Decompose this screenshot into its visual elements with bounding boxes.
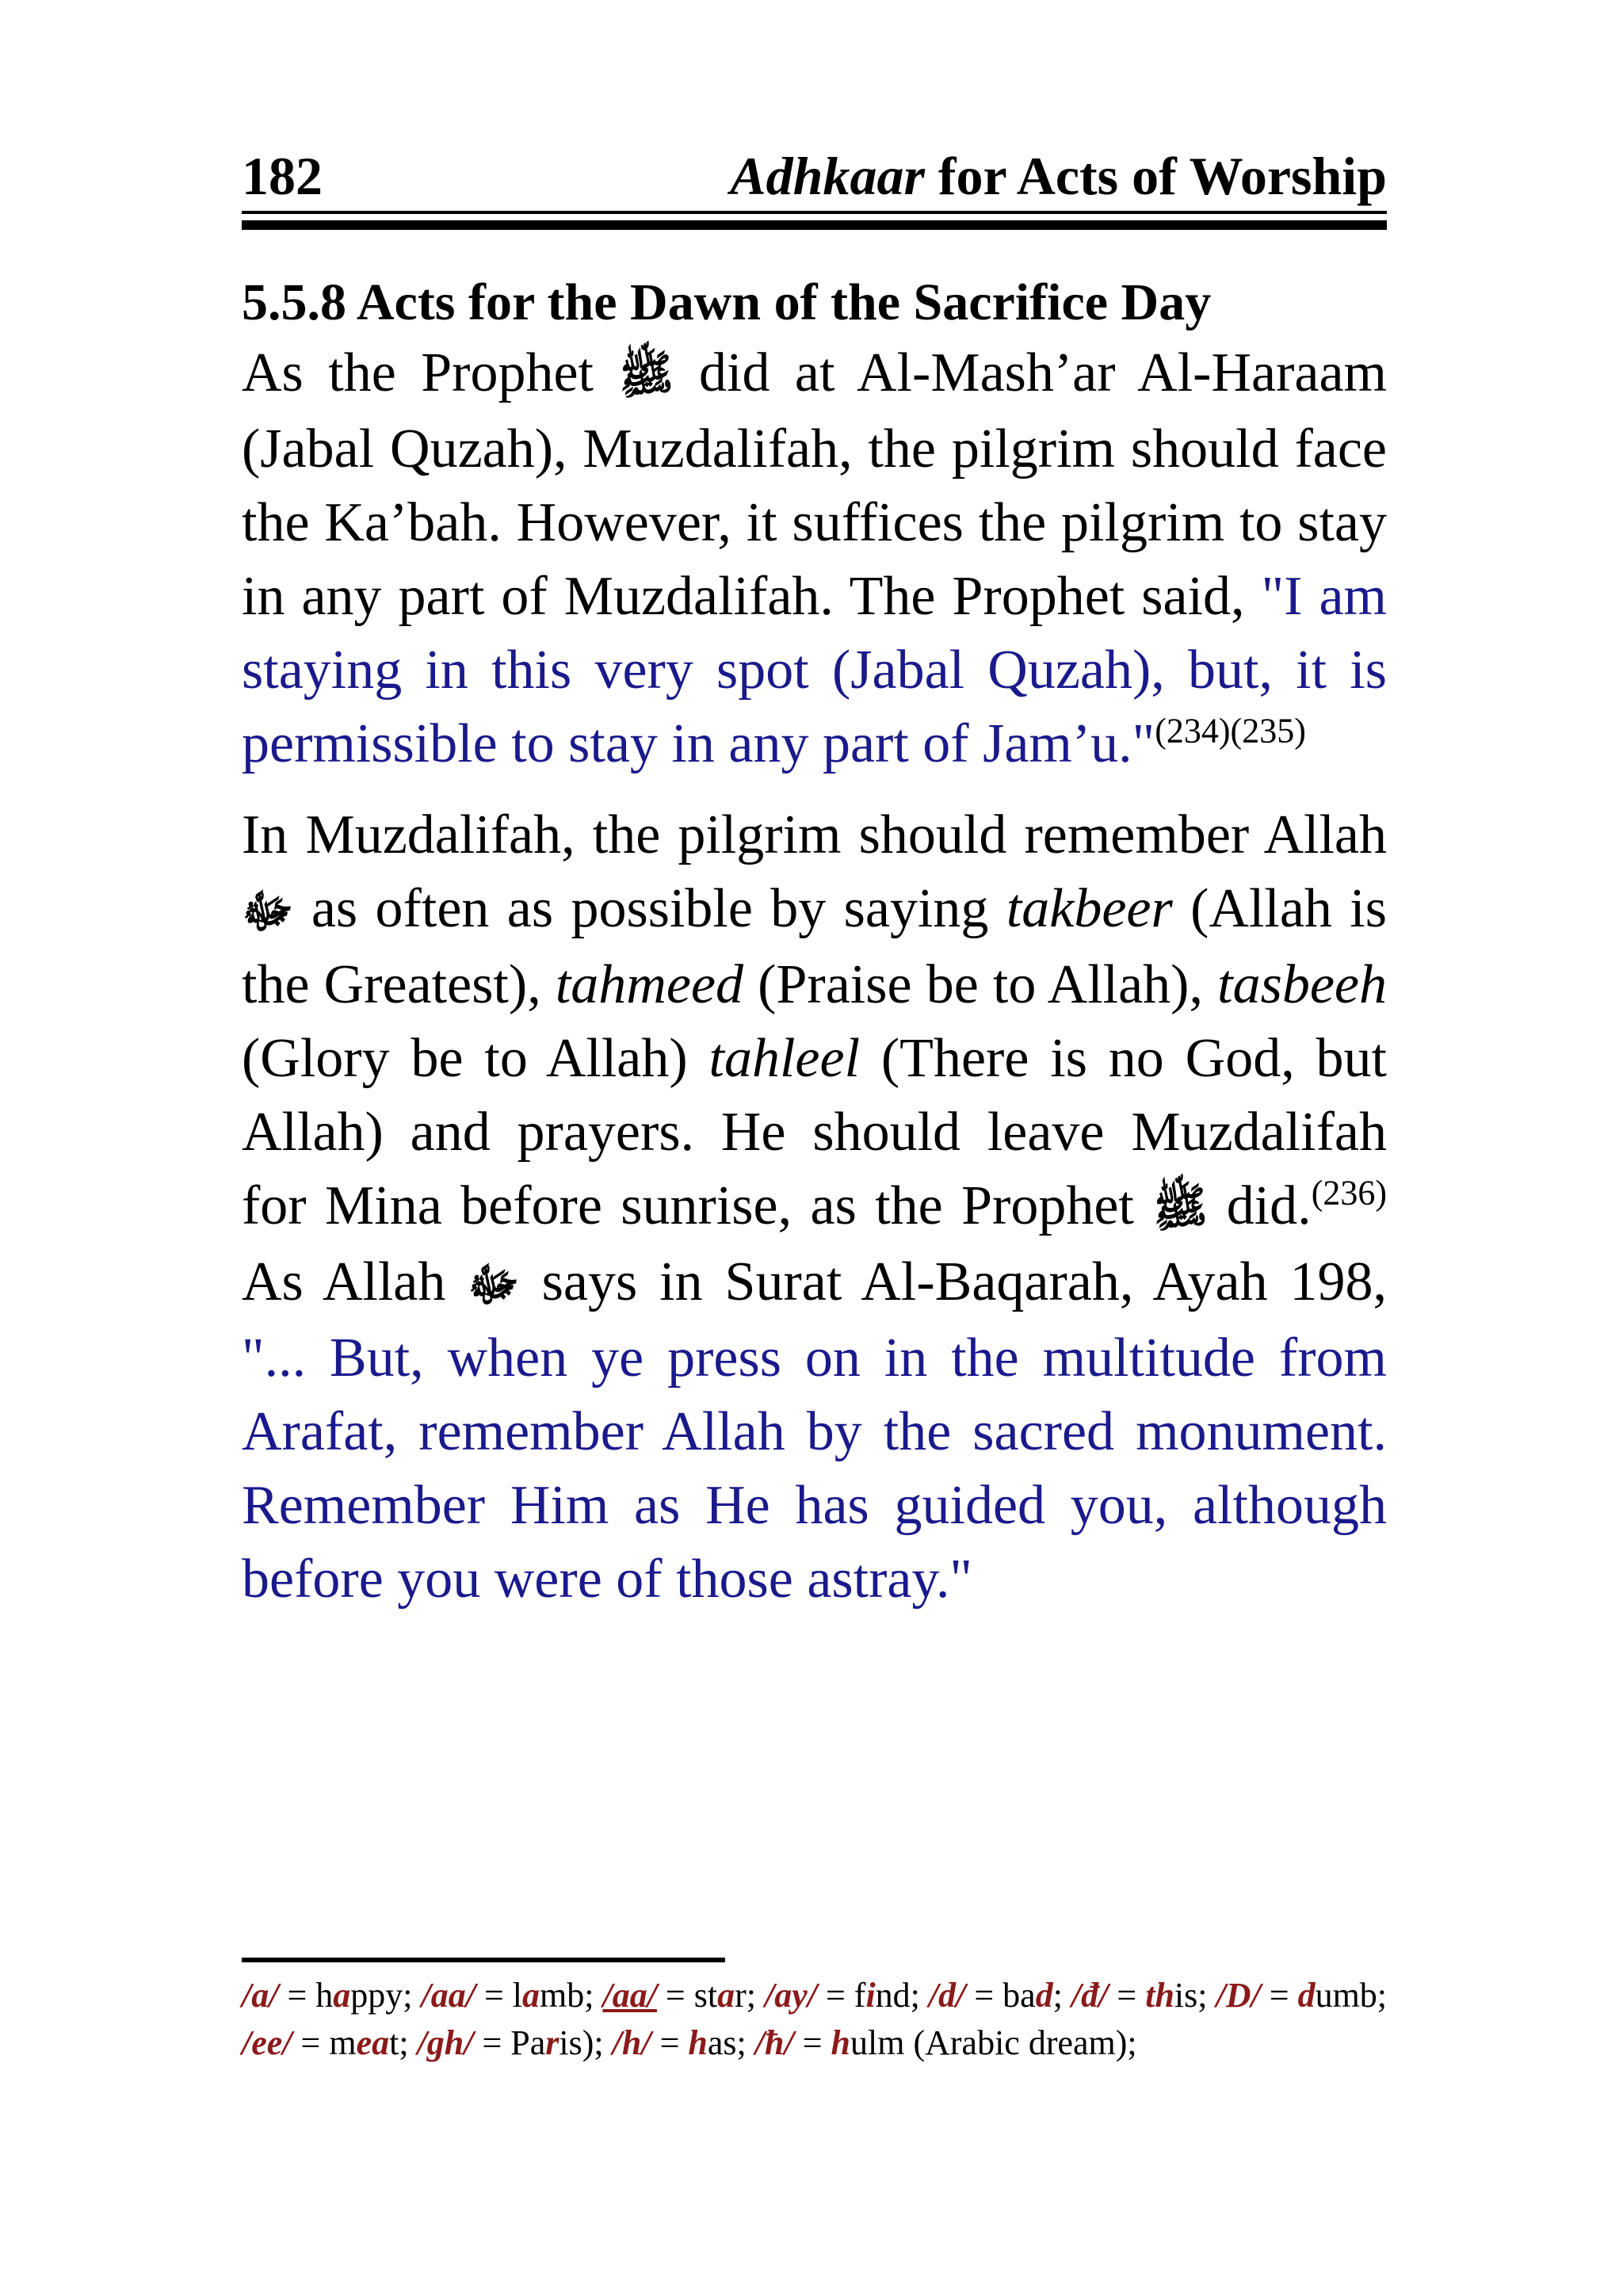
footnote-ref-234-235: (234)(235) (1155, 711, 1306, 751)
footnote-ref-236: (236) (1311, 1173, 1387, 1213)
transliteration-entry: /ħ/ = hulm (Arabic dream); (754, 2023, 1137, 2062)
transliteration-entry: /d/ = bad; (928, 1976, 1071, 2015)
transliteration-highlight: ea (356, 2023, 390, 2062)
transliteration-entry: /a/ = happy; (242, 1976, 422, 2015)
transliteration-highlight: r (545, 2023, 559, 2062)
transliteration-highlight: a (717, 1976, 735, 2015)
p2-text-f: (There is no God, but Allah) and prayers. He should leave Muzdalifah for Mina before sunrise, as the Prophet (242, 1028, 1387, 1236)
header-rule-thick (242, 220, 1387, 230)
transliteration-entry: /ay/ = find; (764, 1976, 929, 2015)
transliteration-symbol: /đ/ (1071, 1976, 1109, 2015)
transliteration-highlight: d (1297, 1976, 1316, 2015)
transliteration-highlight: a (522, 1976, 540, 2015)
transliteration-symbol: /gh/ (417, 2023, 474, 2062)
transliteration-symbol: /D/ (1216, 1976, 1261, 2015)
running-title-rest: for Acts of Worship (924, 146, 1387, 206)
p2-text-a: In Muzdalifah, the pilgrim should remember Allah (242, 804, 1387, 865)
running-title-italic: Adhkaar (730, 146, 925, 206)
section-heading: 5.5.8 Acts for the Dawn of the Sacrifice Day (242, 273, 1212, 331)
transliteration-symbol: /ee/ (242, 2023, 292, 2062)
transliteration-highlight: th (1145, 1976, 1174, 2015)
p1-text-b: did at Al-Mash’ar Al-Haraam (Jabal Quzah), Muzdalifah, the pilgrim should face the Ka’bah. However, it suffices the pilgrim to stay in any part of Muzdalifah. The Prophet said, (242, 342, 1387, 627)
p2-text-g: did. (1208, 1175, 1312, 1236)
running-title (730, 147, 1387, 204)
transliteration-symbol: /a/ (242, 1976, 279, 2015)
salutation-icon: ﷺ (1149, 1179, 1212, 1238)
term-takbeer: takbeer (1006, 878, 1173, 939)
footnote-rule (242, 1958, 725, 1962)
p2-text-b: as often as possible by saying (293, 878, 1006, 939)
transliteration-entry: /aa/ = lamb; (421, 1976, 603, 2015)
transliteration-symbol: /h/ (612, 2023, 651, 2062)
transliteration-symbol: /d/ (928, 1976, 966, 2015)
p2-text-i: says in Surat Al-Baqarah, Ayah 198, (519, 1251, 1387, 1312)
salutation-icon: ﷺ (615, 346, 678, 405)
p2-text-e: (Glory be to Allah) (242, 1028, 709, 1089)
transliteration-highlight: h (831, 2023, 851, 2062)
paragraph-2 (238, 798, 1387, 1616)
transliteration-entry: /h/ = has; (612, 2023, 755, 2062)
transliteration-highlight: d (1035, 1976, 1053, 2015)
glorification-icon: ﷻ (464, 1255, 523, 1314)
page-number: 182 (242, 146, 323, 206)
hadith-quote: "I am staying in this very spot (Jabal Quzah), but, it is permissible to stay in any part of Jam’u." (242, 566, 1387, 774)
transliteration-symbol: /aa/ (602, 1976, 657, 2015)
transliteration-entry: /đ/ = this; (1071, 1976, 1216, 2015)
term-tahleel: tahleel (708, 1028, 861, 1089)
transliteration-entry: /D/ = dumb; (1216, 1976, 1388, 2015)
p1-text-a: As the Prophet (242, 342, 619, 403)
page-header (242, 147, 1387, 204)
transliteration-highlight: a (333, 1976, 351, 2015)
transliteration-entry: /gh/ = Paris); (417, 2023, 613, 2062)
p2-text-c: (Allah is the Greatest), (242, 878, 1387, 1015)
p2-text-h: As Allah (242, 1251, 468, 1312)
glorification-icon: ﷻ (238, 881, 297, 941)
transliteration-highlight: i (865, 1976, 876, 2015)
transliteration-symbol: /ay/ (764, 1976, 817, 2015)
paragraph-1 (242, 336, 1387, 781)
header-rule-thin (242, 211, 1387, 214)
p2-text-d: (Praise be to Allah), (743, 954, 1218, 1015)
term-tahmeed: tahmeed (555, 954, 743, 1015)
quran-quote: "... But, when ye press on in the multitude from Arafat, remember Allah by the sacred monument. Remember Him as He has guided you, although before you were of those astray." (242, 1328, 1387, 1610)
page-content (238, 269, 1387, 1616)
transliteration-entry: /aa/ = star; (602, 1976, 765, 2015)
transliteration-entry: /ee/ = meat; (242, 2023, 418, 2062)
transliteration-highlight: h (688, 2023, 708, 2062)
transliteration-key (242, 1972, 1387, 2067)
transliteration-symbol: /ħ/ (754, 2023, 794, 2062)
term-tasbeeh: tasbeeh (1217, 954, 1387, 1015)
transliteration-symbol: /aa/ (421, 1976, 475, 2015)
